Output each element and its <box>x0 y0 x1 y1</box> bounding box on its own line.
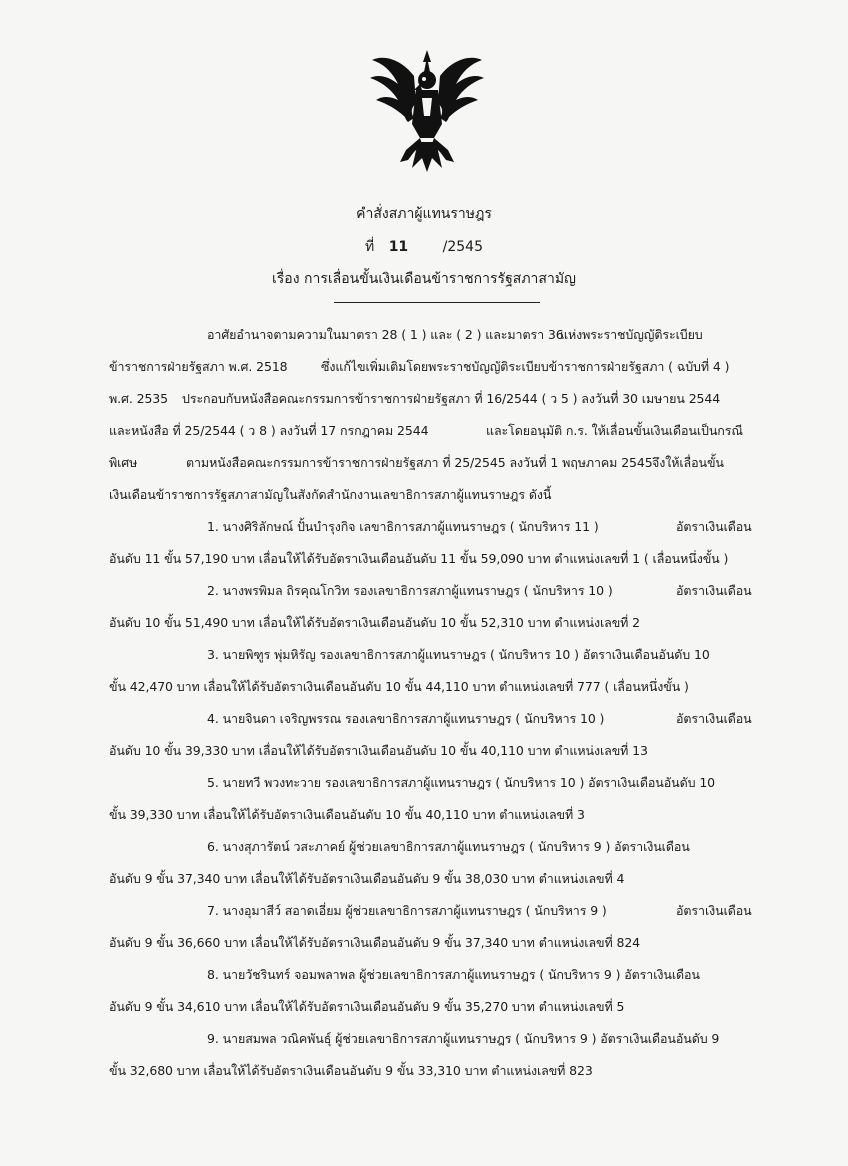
preamble-text: และโดยอนุมัติ ก.ร. ให้เลื่อนขั้นเงินเดือนเป็นกรณี <box>486 423 743 438</box>
item-text: 6. นางสุภารัตน์ วสะภาคย์ ผู้ช่วยเลขาธิการสภาผู้แทนราษฎร ( นักบริหาร 9 ) อัตราเงินเดือน <box>207 839 690 854</box>
preamble-text: ซึ่งแก้ไขเพิ่มเติมโดยพระราชบัญญัติระเบียบข้าราชการฝ่ายรัฐสภา ( ฉบับที่ 4 ) <box>321 359 730 374</box>
preamble-text: ประกอบกับหนังสือคณะกรรมการข้าราชการฝ่ายรัฐสภา ที่ 16/2544 ( ว 5 ) ลงวันที่ 30 เมษายน 2544 <box>182 391 721 406</box>
item-text: อันดับ 9 ขั้น 34,610 บาท เลื่อนให้ได้รับอัตราเงินเดือนอันดับ 9 ขั้น 35,270 บาท ตำแหน่งเลขที่ 5 <box>109 999 625 1014</box>
preamble-text: ข้าราชการฝ่ายรัฐสภา พ.ศ. 2518 <box>109 359 288 374</box>
item-text: 2. นางพรพิมล ถิรคุณโกวิท รองเลขาธิการสภาผู้แทนราษฎร ( นักบริหาร 10 ) <box>207 583 613 598</box>
item-text: อัตราเงินเดือน <box>676 903 752 918</box>
item-text: อัตราเงินเดือน <box>676 519 752 534</box>
preamble-text: เงินเดือนข้าราชการรัฐสภาสามัญในสังกัดสำนักงานเลขาธิการสภาผู้แทนราษฎร ดังนี้ <box>109 487 552 502</box>
item-text: อัตราเงินเดือน <box>676 711 752 726</box>
item-text: 5. นายทวี พวงทะวาย รองเลขาธิการสภาผู้แทนราษฎร ( นักบริหาร 10 ) อัตราเงินเดือนอันดับ 10 <box>207 775 716 790</box>
item-text: อันดับ 10 ขั้น 39,330 บาท เลื่อนให้ได้รับอัตราเงินเดือนอันดับ 10 ขั้น 40,110 บาท ตำแหน่งเลขที่ 13 <box>109 743 648 758</box>
item-text: อันดับ 11 ขั้น 57,190 บาท เลื่อนให้ได้รับอัตราเงินเดือนอันดับ 11 ขั้น 59,090 บาท ตำแหน่งเลขที่ 1 ( เลื่อนหนึ่งขั้น ) <box>109 551 729 566</box>
item-text: อัตราเงินเดือน <box>676 583 752 598</box>
order-number-label: ที่ <box>365 239 375 255</box>
order-subject: เรื่อง การเลื่อนขั้นเงินเดือนข้าราชการรัฐสภาสามัญ <box>271 271 576 287</box>
item-text: อันดับ 9 ขั้น 37,340 บาท เลื่อนให้ได้รับอัตราเงินเดือนอันดับ 9 ขั้น 38,030 บาท ตำแหน่งเลขที่ 4 <box>109 871 625 886</box>
order-title: คำสั่งสภาผู้แทนราษฎร <box>356 206 492 222</box>
preamble-text: จึงให้เลื่อนขั้น <box>652 455 724 470</box>
preamble-text: ตามหนังสือคณะกรรมการข้าราชการฝ่ายรัฐสภา ที่ 25/2545 ลงวันที่ 1 พฤษภาคม 2545 <box>186 455 653 470</box>
item-text: 3. นายพิฑูร พุ่มหิรัญ รองเลขาธิการสภาผู้แทนราษฎร ( นักบริหาร 10 ) อัตราเงินเดือนอันดับ 10 <box>207 647 710 662</box>
preamble-text: อาศัยอำนาจตามความในมาตรา 28 ( 1 ) และ ( 2 ) และมาตรา 36 <box>207 327 564 342</box>
garuda-emblem-icon <box>362 46 492 176</box>
order-number: 11 <box>388 239 409 255</box>
preamble-text: พ.ศ. 2535 <box>109 391 169 406</box>
order-year: /2545 <box>442 239 483 255</box>
item-text: 4. นายจินดา เจริญพรรณ รองเลขาธิการสภาผู้แทนราษฎร ( นักบริหาร 10 ) <box>207 711 605 726</box>
item-text: 1. นางศิริลักษณ์ ปั้นบำรุงกิจ เลขาธิการสภาผู้แทนราษฎร ( นักบริหาร 11 ) <box>207 519 599 534</box>
item-text: อันดับ 10 ขั้น 51,490 บาท เลื่อนให้ได้รับอัตราเงินเดือนอันดับ 10 ขั้น 52,310 บาท ตำแหน่งเลขที่ 2 <box>109 615 641 630</box>
order-number-line <box>0 236 848 258</box>
item-text: 7. นางอุมาสีว์ สอาดเอี่ยม ผู้ช่วยเลขาธิการสภาผู้แทนราษฎร ( นักบริหาร 9 ) <box>207 903 607 918</box>
item-text: อันดับ 9 ขั้น 36,660 บาท เลื่อนให้ได้รับอัตราเงินเดือนอันดับ 9 ขั้น 37,340 บาท ตำแหน่งเลขที่ 824 <box>109 935 641 950</box>
item-text: 8. นายวัชรินทร์ จอมพลาพล ผู้ช่วยเลขาธิการสภาผู้แทนราษฎร ( นักบริหาร 9 ) อัตราเงินเดือน <box>207 967 700 982</box>
preamble-text: และหนังสือ ที่ 25/2544 ( ว 8 ) ลงวันที่ 17 กรกฎาคม 2544 <box>109 423 429 438</box>
title-divider <box>334 302 540 303</box>
item-text: 9. นายสมพล วณิคพันธุ์ ผู้ช่วยเลขาธิการสภาผู้แทนราษฎร ( นักบริหาร 9 ) อัตราเงินเดือนอันดับ 9 <box>207 1031 720 1046</box>
item-text: ขั้น 39,330 บาท เลื่อนให้ได้รับอัตราเงินเดือนอันดับ 10 ขั้น 40,110 บาท ตำแหน่งเลขที่ 3 <box>109 807 585 822</box>
item-text: ขั้น 32,680 บาท เลื่อนให้ได้รับอัตราเงินเดือนอันดับ 9 ขั้น 33,310 บาท ตำแหน่งเลขที่ 823 <box>109 1063 593 1078</box>
preamble-text: พิเศษ <box>109 455 138 470</box>
item-text: ขั้น 42,470 บาท เลื่อนให้ได้รับอัตราเงินเดือนอันดับ 10 ขั้น 44,110 บาท ตำแหน่งเลขที่ 777 ( เลื่อนหนึ่งขั้น ) <box>109 679 689 694</box>
preamble-text: แห่งพระราชบัญญัติระเบียบ <box>560 327 703 342</box>
